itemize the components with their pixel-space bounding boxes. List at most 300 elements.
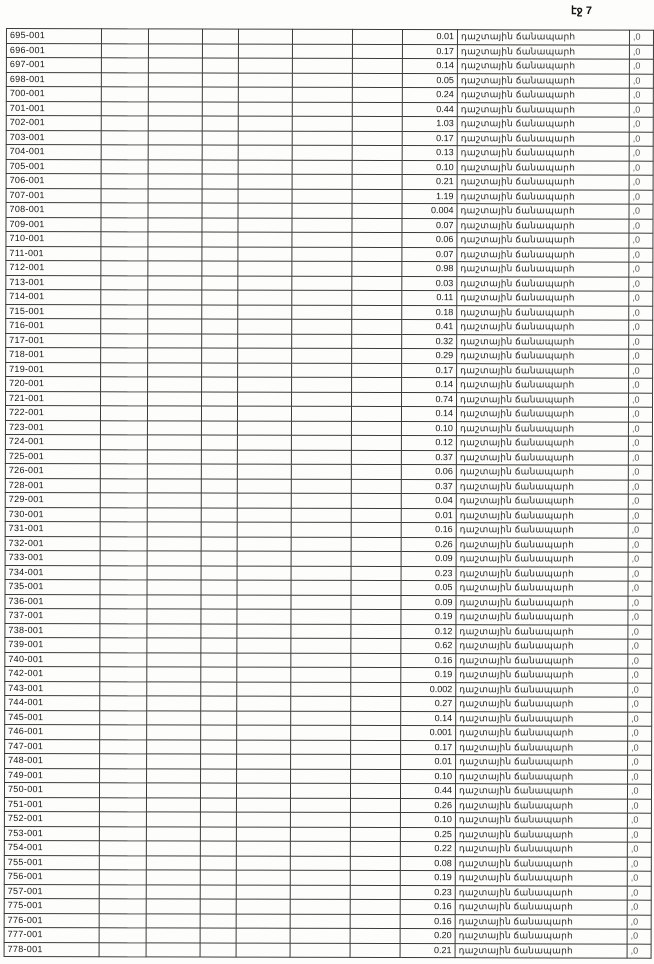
- empty-cell: [100, 493, 147, 508]
- area-value-cell: 0.10: [401, 769, 456, 784]
- edge-mark-cell: ,0: [629, 364, 653, 379]
- table-row: [5, 753, 652, 769]
- empty-cell: [352, 174, 402, 189]
- road-type-cell: դաշտային ճանապարհ: [457, 320, 629, 335]
- empty-cell: [202, 44, 238, 59]
- empty-cell: [237, 725, 291, 740]
- parcel-id-cell: 757-001: [4, 884, 99, 899]
- empty-cell: [237, 667, 291, 682]
- empty-cell: [100, 406, 147, 421]
- road-type-cell: դաշտային ճանապարհ: [457, 59, 629, 74]
- table-row: [5, 434, 652, 450]
- edge-mark-cell: ,0: [629, 335, 653, 350]
- edge-mark-cell: ,0: [628, 436, 652, 451]
- parcel-id-cell: 719-001: [6, 362, 101, 377]
- empty-cell: [351, 537, 401, 552]
- road-type-cell: դաշտային ճանապարհ: [457, 247, 629, 262]
- empty-cell: [101, 145, 148, 160]
- empty-cell: [202, 377, 238, 392]
- empty-cell: [148, 188, 202, 203]
- empty-cell: [238, 348, 292, 363]
- edge-mark-cell: ,0: [628, 465, 652, 480]
- area-value-cell: 0.08: [400, 856, 455, 871]
- empty-cell: [202, 87, 238, 102]
- parcel-data-table: [4, 28, 654, 959]
- parcel-id-cell: 775-001: [4, 898, 99, 913]
- empty-cell: [291, 493, 351, 508]
- empty-cell: [351, 638, 401, 653]
- edge-mark-cell: ,0: [628, 567, 652, 582]
- area-value-cell: 0.07: [402, 247, 457, 262]
- empty-cell: [350, 783, 400, 798]
- empty-cell: [101, 333, 148, 348]
- empty-cell: [147, 522, 201, 537]
- empty-cell: [292, 232, 352, 247]
- table-row: [5, 724, 652, 740]
- parcel-id-cell: 753-001: [4, 826, 99, 841]
- table-row: [6, 188, 653, 204]
- empty-cell: [146, 942, 200, 957]
- empty-cell: [352, 348, 402, 363]
- empty-cell: [291, 769, 351, 784]
- table-row: [5, 608, 652, 624]
- edge-mark-cell: ,0: [627, 871, 651, 886]
- table-row: [5, 681, 652, 697]
- empty-cell: [236, 943, 290, 958]
- table-row: [5, 492, 652, 508]
- empty-cell: [146, 870, 200, 885]
- empty-cell: [238, 392, 292, 407]
- edge-mark-cell: ,0: [629, 74, 653, 89]
- road-type-cell: դաշտային ճանապարհ: [457, 44, 629, 59]
- empty-cell: [351, 696, 401, 711]
- edge-mark-cell: ,0: [627, 886, 651, 901]
- empty-cell: [351, 609, 401, 624]
- empty-cell: [236, 841, 290, 856]
- empty-cell: [99, 913, 146, 928]
- edge-mark-cell: ,0: [629, 204, 653, 219]
- area-value-cell: 0.29: [402, 349, 457, 364]
- edge-mark-cell: ,0: [628, 712, 652, 727]
- empty-cell: [100, 623, 147, 638]
- empty-cell: [291, 595, 351, 610]
- empty-cell: [100, 696, 147, 711]
- table-row: [6, 159, 653, 175]
- empty-cell: [101, 203, 148, 218]
- empty-cell: [290, 899, 350, 914]
- edge-mark-cell: ,0: [627, 842, 651, 857]
- empty-cell: [147, 768, 201, 783]
- empty-cell: [101, 304, 148, 319]
- parcel-id-cell: 754-001: [4, 840, 99, 855]
- empty-cell: [202, 305, 238, 320]
- road-type-cell: դաշտային ճանապարհ: [457, 349, 629, 364]
- parcel-id-cell: 728-001: [5, 478, 100, 493]
- area-value-cell: 1.19: [402, 189, 457, 204]
- area-value-cell: 0.41: [402, 320, 457, 335]
- area-value-cell: 0.17: [402, 44, 457, 59]
- empty-cell: [237, 522, 291, 537]
- empty-cell: [351, 682, 401, 697]
- edge-mark-cell: ,0: [629, 291, 653, 306]
- empty-cell: [201, 508, 237, 523]
- empty-cell: [292, 87, 352, 102]
- empty-cell: [291, 464, 351, 479]
- empty-cell: [201, 551, 237, 566]
- empty-cell: [350, 798, 400, 813]
- empty-cell: [101, 188, 148, 203]
- road-type-cell: դաշտային ճանապարհ: [456, 450, 628, 465]
- edge-mark-cell: ,0: [627, 857, 651, 872]
- empty-cell: [202, 116, 238, 131]
- parcel-id-cell: 712-001: [6, 261, 101, 276]
- edge-mark-cell: ,0: [628, 770, 652, 785]
- edge-mark-cell: ,0: [628, 552, 652, 567]
- empty-cell: [352, 392, 402, 407]
- parcel-id-cell: 696-001: [6, 43, 101, 58]
- parcel-id-cell: 730-001: [5, 507, 100, 522]
- area-value-cell: 0.11: [402, 291, 457, 306]
- empty-cell: [291, 667, 351, 682]
- empty-cell: [291, 421, 351, 436]
- area-value-cell: 0.17: [401, 740, 456, 755]
- edge-mark-cell: ,0: [628, 494, 652, 509]
- empty-cell: [202, 189, 238, 204]
- parcel-id-cell: 721-001: [6, 391, 101, 406]
- empty-cell: [292, 160, 352, 175]
- empty-cell: [291, 624, 351, 639]
- table-row: [6, 319, 653, 335]
- empty-cell: [291, 682, 351, 697]
- parcel-id-cell: 711-001: [6, 246, 101, 261]
- parcel-id-cell: 718-001: [6, 348, 101, 363]
- road-type-cell: դաշտային ճանապարհ: [455, 856, 627, 871]
- area-value-cell: 0.16: [400, 900, 455, 915]
- parcel-id-cell: 723-001: [5, 420, 100, 435]
- road-type-cell: դաշտային ճանապարհ: [456, 581, 628, 596]
- empty-cell: [147, 406, 201, 421]
- edge-mark-cell: ,0: [628, 726, 652, 741]
- empty-cell: [350, 841, 400, 856]
- empty-cell: [99, 783, 146, 798]
- table-row: [6, 391, 653, 407]
- parcel-id-cell: 737-001: [5, 608, 100, 623]
- empty-cell: [238, 29, 292, 44]
- empty-cell: [352, 145, 402, 160]
- empty-cell: [292, 348, 352, 363]
- empty-cell: [236, 827, 290, 842]
- edge-mark-cell: ,0: [628, 422, 652, 437]
- edge-mark-cell: ,0: [629, 248, 653, 263]
- area-value-cell: 0.14: [401, 711, 456, 726]
- empty-cell: [200, 943, 236, 958]
- edge-mark-cell: ,0: [628, 683, 652, 698]
- empty-cell: [148, 101, 202, 116]
- area-value-cell: 0.21: [400, 943, 455, 958]
- empty-cell: [238, 87, 292, 102]
- area-value-cell: 0.05: [402, 73, 457, 88]
- parcel-id-cell: 716-001: [6, 319, 101, 334]
- empty-cell: [100, 667, 147, 682]
- empty-cell: [201, 696, 237, 711]
- empty-cell: [146, 855, 200, 870]
- parcel-id-cell: 698-001: [6, 72, 101, 87]
- empty-cell: [201, 406, 237, 421]
- parcel-id-cell: 744-001: [5, 695, 100, 710]
- edge-mark-cell: ,0: [629, 262, 653, 277]
- empty-cell: [202, 218, 238, 233]
- empty-cell: [201, 682, 237, 697]
- edge-mark-cell: ,0: [628, 654, 652, 669]
- edge-mark-cell: ,0: [629, 45, 653, 60]
- edge-mark-cell: ,0: [627, 944, 651, 959]
- empty-cell: [290, 885, 350, 900]
- empty-cell: [292, 334, 352, 349]
- empty-cell: [148, 116, 202, 131]
- empty-cell: [237, 769, 291, 784]
- parcel-id-cell: 748-001: [5, 753, 100, 768]
- table-row: [5, 507, 652, 523]
- road-type-cell: դաշտային ճանապարհ: [456, 407, 628, 422]
- empty-cell: [352, 160, 402, 175]
- road-type-cell: դաշտային ճանապարհ: [457, 305, 629, 320]
- empty-cell: [202, 232, 238, 247]
- table-row: [5, 478, 652, 494]
- empty-cell: [147, 667, 201, 682]
- empty-cell: [202, 276, 238, 291]
- empty-cell: [147, 478, 201, 493]
- empty-cell: [100, 435, 147, 450]
- empty-cell: [237, 711, 291, 726]
- parcel-id-cell: 729-001: [5, 492, 100, 507]
- parcel-id-cell: 709-001: [6, 217, 101, 232]
- empty-cell: [351, 464, 401, 479]
- parcel-id-cell: 702-001: [6, 116, 101, 131]
- empty-cell: [352, 29, 402, 44]
- empty-cell: [99, 942, 146, 957]
- road-type-cell: դաշտային ճանապարհ: [456, 755, 628, 770]
- road-type-cell: դաշտային ճանապարհ: [457, 30, 629, 45]
- empty-cell: [201, 667, 237, 682]
- parcel-id-cell: 777-001: [4, 927, 99, 942]
- empty-cell: [99, 797, 146, 812]
- empty-cell: [291, 479, 351, 494]
- edge-mark-cell: ,0: [628, 625, 652, 640]
- edge-mark-cell: ,0: [629, 146, 653, 161]
- empty-cell: [238, 276, 292, 291]
- empty-cell: [200, 914, 236, 929]
- empty-cell: [202, 348, 238, 363]
- edge-mark-cell: ,0: [629, 277, 653, 292]
- empty-cell: [147, 754, 201, 769]
- empty-cell: [351, 754, 401, 769]
- empty-cell: [291, 580, 351, 595]
- road-type-cell: դաշտային ճանապարհ: [456, 421, 628, 436]
- empty-cell: [202, 319, 238, 334]
- parcel-id-cell: 710-001: [6, 232, 101, 247]
- empty-cell: [350, 827, 400, 842]
- empty-cell: [291, 754, 351, 769]
- table-row: [4, 811, 651, 827]
- edge-mark-cell: ,0: [629, 175, 653, 190]
- empty-cell: [147, 449, 201, 464]
- empty-cell: [99, 855, 146, 870]
- road-type-cell: դաշտային ճանապարհ: [457, 131, 629, 146]
- empty-cell: [350, 928, 400, 943]
- empty-cell: [202, 73, 238, 88]
- empty-cell: [351, 493, 401, 508]
- empty-cell: [237, 609, 291, 624]
- edge-mark-cell: ,0: [629, 219, 653, 234]
- empty-cell: [148, 43, 202, 58]
- area-value-cell: 0.12: [401, 624, 456, 639]
- parcel-id-cell: 713-001: [6, 275, 101, 290]
- empty-cell: [351, 551, 401, 566]
- empty-cell: [200, 827, 236, 842]
- parcel-id-cell: 736-001: [5, 594, 100, 609]
- empty-cell: [291, 653, 351, 668]
- parcel-id-cell: 717-001: [6, 333, 101, 348]
- parcel-id-cell: 751-001: [4, 797, 99, 812]
- parcel-id-cell: 707-001: [6, 188, 101, 203]
- area-value-cell: 0.32: [402, 334, 457, 349]
- empty-cell: [238, 203, 292, 218]
- empty-cell: [237, 508, 291, 523]
- table-row: [5, 652, 652, 668]
- empty-cell: [146, 783, 200, 798]
- empty-cell: [148, 203, 202, 218]
- empty-cell: [147, 420, 201, 435]
- empty-cell: [351, 667, 401, 682]
- edge-mark-cell: ,0: [628, 697, 652, 712]
- edge-mark-cell: ,0: [627, 784, 651, 799]
- empty-cell: [201, 450, 237, 465]
- empty-cell: [100, 464, 147, 479]
- table-row: [5, 420, 652, 436]
- empty-cell: [237, 493, 291, 508]
- road-type-cell: դաշտային ճանապարհ: [457, 189, 629, 204]
- empty-cell: [238, 290, 292, 305]
- empty-cell: [237, 740, 291, 755]
- empty-cell: [99, 928, 146, 943]
- table-row: [5, 579, 652, 595]
- empty-cell: [350, 870, 400, 885]
- table-row: [5, 406, 652, 422]
- edge-mark-cell: ,0: [628, 581, 652, 596]
- edge-mark-cell: ,0: [629, 161, 653, 176]
- empty-cell: [238, 247, 292, 262]
- road-type-cell: դաշտային ճանապարհ: [457, 160, 629, 175]
- road-type-cell: դաշտային ճանապարհ: [456, 494, 628, 509]
- area-value-cell: 0.16: [400, 914, 455, 929]
- empty-cell: [292, 174, 352, 189]
- edge-mark-cell: ,0: [629, 393, 653, 408]
- parcel-id-cell: 697-001: [6, 58, 101, 73]
- empty-cell: [147, 551, 201, 566]
- empty-cell: [237, 580, 291, 595]
- empty-cell: [146, 928, 200, 943]
- table-row: [6, 232, 653, 248]
- road-type-cell: դաշտային ճանապարհ: [456, 769, 628, 784]
- area-value-cell: 0.01: [401, 508, 456, 523]
- road-type-cell: դաշտային ճանապարհ: [455, 929, 627, 944]
- table-row: [5, 710, 652, 726]
- parcel-id-cell: 755-001: [4, 855, 99, 870]
- empty-cell: [200, 812, 236, 827]
- empty-cell: [291, 522, 351, 537]
- parcel-id-cell: 722-001: [5, 406, 100, 421]
- empty-cell: [236, 812, 290, 827]
- empty-cell: [351, 580, 401, 595]
- page-number-label: էջ 7: [571, 5, 592, 17]
- road-type-cell: դաշտային ճանապարհ: [456, 624, 628, 639]
- empty-cell: [148, 29, 202, 44]
- empty-cell: [99, 870, 146, 885]
- table-row: [4, 840, 651, 856]
- empty-cell: [352, 319, 402, 334]
- empty-cell: [147, 493, 201, 508]
- edge-mark-cell: ,0: [628, 407, 652, 422]
- empty-cell: [292, 116, 352, 131]
- empty-cell: [350, 943, 400, 958]
- area-value-cell: 0.01: [401, 755, 456, 770]
- empty-cell: [352, 334, 402, 349]
- empty-cell: [292, 145, 352, 160]
- empty-cell: [238, 363, 292, 378]
- empty-cell: [238, 174, 292, 189]
- table-row: [4, 797, 651, 813]
- empty-cell: [350, 914, 400, 929]
- area-value-cell: 0.98: [402, 262, 457, 277]
- edge-mark-cell: ,0: [629, 117, 653, 132]
- table-container: [4, 28, 654, 959]
- empty-cell: [352, 305, 402, 320]
- empty-cell: [201, 421, 237, 436]
- empty-cell: [202, 334, 238, 349]
- table-row: [6, 290, 653, 306]
- empty-cell: [147, 507, 201, 522]
- edge-mark-cell: ,0: [628, 509, 652, 524]
- table-row: [5, 463, 652, 479]
- empty-cell: [292, 203, 352, 218]
- area-value-cell: 0.04: [401, 494, 456, 509]
- table-row: [6, 261, 653, 277]
- edge-mark-cell: ,0: [628, 523, 652, 538]
- empty-cell: [290, 943, 350, 958]
- area-value-cell: 0.001: [401, 726, 456, 741]
- empty-cell: [352, 232, 402, 247]
- area-value-cell: 0.23: [401, 566, 456, 581]
- empty-cell: [291, 406, 351, 421]
- parcel-id-cell: 740-001: [5, 652, 100, 667]
- empty-cell: [238, 334, 292, 349]
- empty-cell: [352, 247, 402, 262]
- area-value-cell: 0.07: [402, 218, 457, 233]
- empty-cell: [351, 711, 401, 726]
- empty-cell: [201, 711, 237, 726]
- empty-cell: [101, 174, 148, 189]
- empty-cell: [238, 189, 292, 204]
- empty-cell: [290, 798, 350, 813]
- empty-cell: [352, 189, 402, 204]
- edge-mark-cell: ,0: [628, 596, 652, 611]
- empty-cell: [292, 276, 352, 291]
- empty-cell: [147, 594, 201, 609]
- area-value-cell: 0.19: [400, 871, 455, 886]
- area-value-cell: 0.62: [401, 639, 456, 654]
- empty-cell: [147, 609, 201, 624]
- empty-cell: [100, 652, 147, 667]
